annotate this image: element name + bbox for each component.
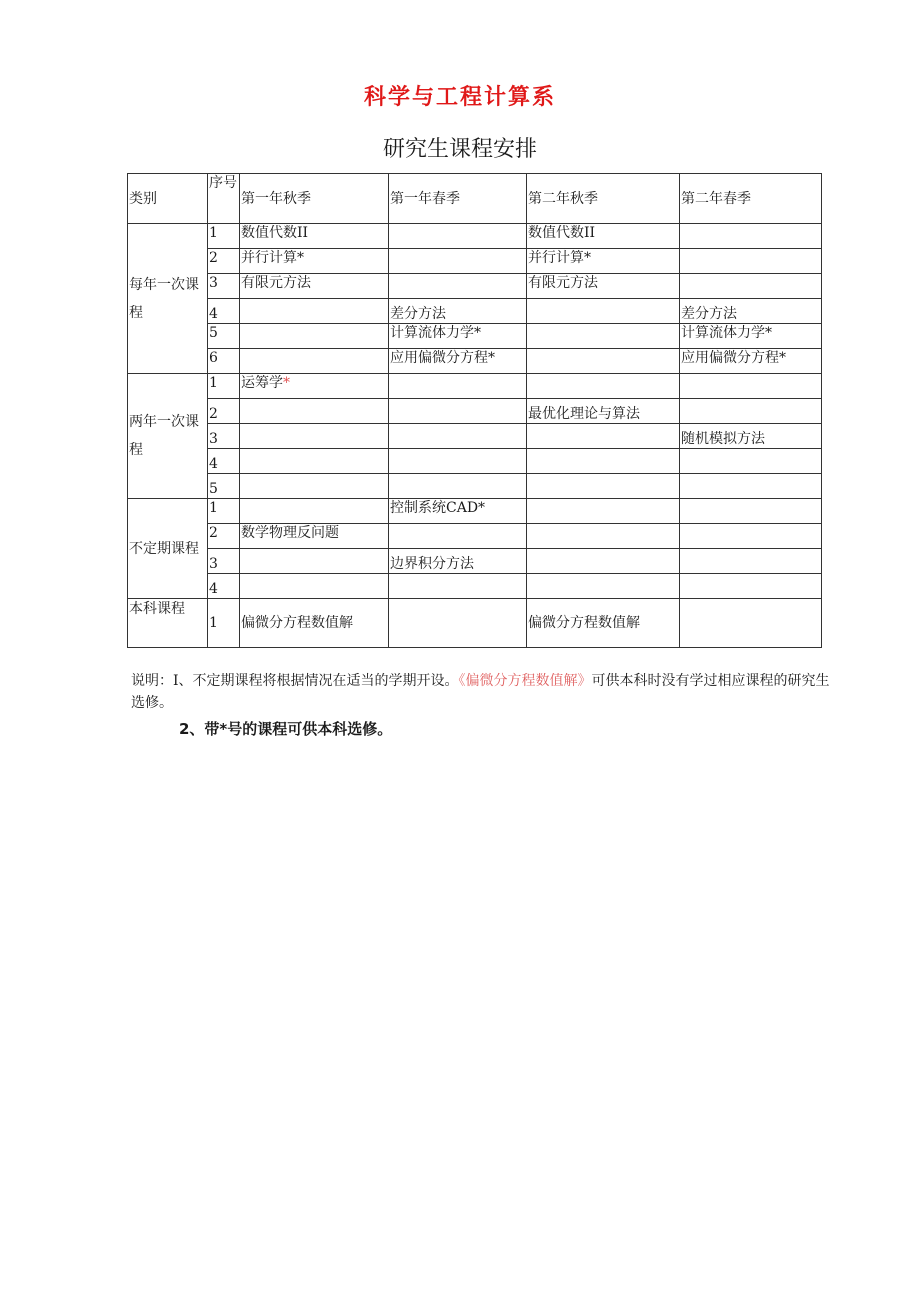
category-undergrad: 本科课程	[128, 599, 208, 648]
row-number: 1	[208, 599, 240, 648]
note-1-prefix: 说明：I、不定期课程将根据情况在适当的学期开设。	[131, 673, 459, 689]
category-irregular: 不定期课程	[128, 499, 208, 599]
row-number: 1	[208, 224, 240, 249]
course-cell: 偏微分方程数值解	[240, 599, 389, 648]
header-y2-spring: 第二年春季	[680, 174, 822, 224]
course-cell: 应用偏微分方程*	[389, 349, 527, 374]
course-table	[127, 173, 822, 648]
row-number: 3	[208, 549, 240, 574]
course-cell	[240, 374, 389, 399]
row-number: 5	[208, 324, 240, 349]
course-cell	[680, 449, 822, 474]
table-row	[128, 424, 822, 449]
course-cell	[527, 424, 680, 449]
course-cell: 最优化理论与算法	[527, 399, 680, 424]
header-number: 序号	[208, 174, 240, 224]
course-cell: 数值代数II	[240, 224, 389, 249]
table-row	[128, 224, 822, 249]
course-cell	[240, 449, 389, 474]
course-cell	[389, 224, 527, 249]
category-annual: 每年一次课程	[128, 224, 208, 374]
table-row	[128, 349, 822, 374]
course-cell: 有限元方法	[240, 274, 389, 299]
row-number: 1	[208, 374, 240, 399]
table-row	[128, 399, 822, 424]
row-number: 3	[208, 424, 240, 449]
row-number: 4	[208, 299, 240, 324]
note-1	[131, 670, 831, 714]
course-cell: 数学物理反问题	[240, 524, 389, 549]
table-header-row	[128, 174, 822, 224]
course-cell: 控制系统CAD*	[389, 499, 527, 524]
course-cell	[389, 249, 527, 274]
course-name: 运筹学	[241, 375, 283, 391]
table-row	[128, 249, 822, 274]
course-cell	[240, 324, 389, 349]
table-row	[128, 499, 822, 524]
course-cell	[389, 374, 527, 399]
course-cell	[240, 574, 389, 599]
course-cell	[527, 474, 680, 499]
header-y1-fall: 第一年秋季	[240, 174, 389, 224]
course-cell	[527, 349, 680, 374]
note-1-book-title: 《偏微分方程数值解》	[458, 673, 592, 689]
course-cell: 计算流体力学*	[680, 324, 822, 349]
header-category: 类别	[128, 174, 208, 224]
course-cell	[680, 249, 822, 274]
course-cell	[389, 449, 527, 474]
course-cell	[680, 374, 822, 399]
course-cell: 随机模拟方法	[680, 424, 822, 449]
row-number: 2	[208, 249, 240, 274]
course-cell	[389, 524, 527, 549]
course-cell	[680, 274, 822, 299]
course-cell	[527, 324, 680, 349]
row-number: 1	[208, 499, 240, 524]
table-row	[128, 299, 822, 324]
course-cell: 差分方法	[680, 299, 822, 324]
header-y1-spring: 第一年春季	[389, 174, 527, 224]
course-cell	[680, 549, 822, 574]
course-cell: 偏微分方程数值解	[527, 599, 680, 648]
table-row	[128, 324, 822, 349]
table-row	[128, 374, 822, 399]
course-cell: 边界积分方法	[389, 549, 527, 574]
course-cell	[240, 549, 389, 574]
table-row	[128, 549, 822, 574]
category-biennial: 两年一次课程	[128, 374, 208, 499]
row-number: 3	[208, 274, 240, 299]
header-y2-fall: 第二年秋季	[527, 174, 680, 224]
course-cell	[680, 524, 822, 549]
course-cell: 有限元方法	[527, 274, 680, 299]
table-row	[128, 274, 822, 299]
table-row	[128, 449, 822, 474]
row-number: 2	[208, 524, 240, 549]
course-cell	[527, 499, 680, 524]
course-cell	[680, 499, 822, 524]
course-cell	[240, 349, 389, 374]
course-cell	[240, 299, 389, 324]
star-mark: *	[283, 375, 290, 391]
course-cell	[389, 424, 527, 449]
table-row	[128, 474, 822, 499]
course-cell	[240, 474, 389, 499]
department-title: 科学与工程计算系	[363, 84, 556, 110]
schedule-title: 研究生课程安排	[382, 137, 537, 162]
course-cell	[527, 299, 680, 324]
course-cell	[240, 499, 389, 524]
course-cell	[680, 599, 822, 648]
row-number: 4	[208, 449, 240, 474]
row-number: 6	[208, 349, 240, 374]
course-cell: 并行计算*	[527, 249, 680, 274]
row-number: 5	[208, 474, 240, 499]
course-cell: 计算流体力学*	[389, 324, 527, 349]
course-cell	[389, 574, 527, 599]
course-cell: 应用偏微分方程*	[680, 349, 822, 374]
course-cell	[527, 449, 680, 474]
course-cell: 数值代数II	[527, 224, 680, 249]
course-cell	[680, 474, 822, 499]
note-1-suffix: 可供本科时没有学过相应课程的研究生选修。	[131, 673, 830, 711]
course-cell	[680, 224, 822, 249]
note-2: 2、带*号的课程可供本科选修。	[179, 720, 393, 738]
course-cell	[240, 399, 389, 424]
table-row	[128, 599, 822, 648]
course-cell	[527, 524, 680, 549]
course-cell: 并行计算*	[240, 249, 389, 274]
course-cell	[680, 399, 822, 424]
course-cell	[680, 574, 822, 599]
table-row	[128, 574, 822, 599]
table-row	[128, 524, 822, 549]
course-cell	[389, 399, 527, 424]
row-number: 4	[208, 574, 240, 599]
course-cell: 差分方法	[389, 299, 527, 324]
course-cell	[389, 599, 527, 648]
course-cell	[527, 374, 680, 399]
row-number: 2	[208, 399, 240, 424]
course-cell	[240, 424, 389, 449]
course-cell	[527, 574, 680, 599]
course-cell	[389, 274, 527, 299]
course-cell	[389, 474, 527, 499]
course-cell	[527, 549, 680, 574]
